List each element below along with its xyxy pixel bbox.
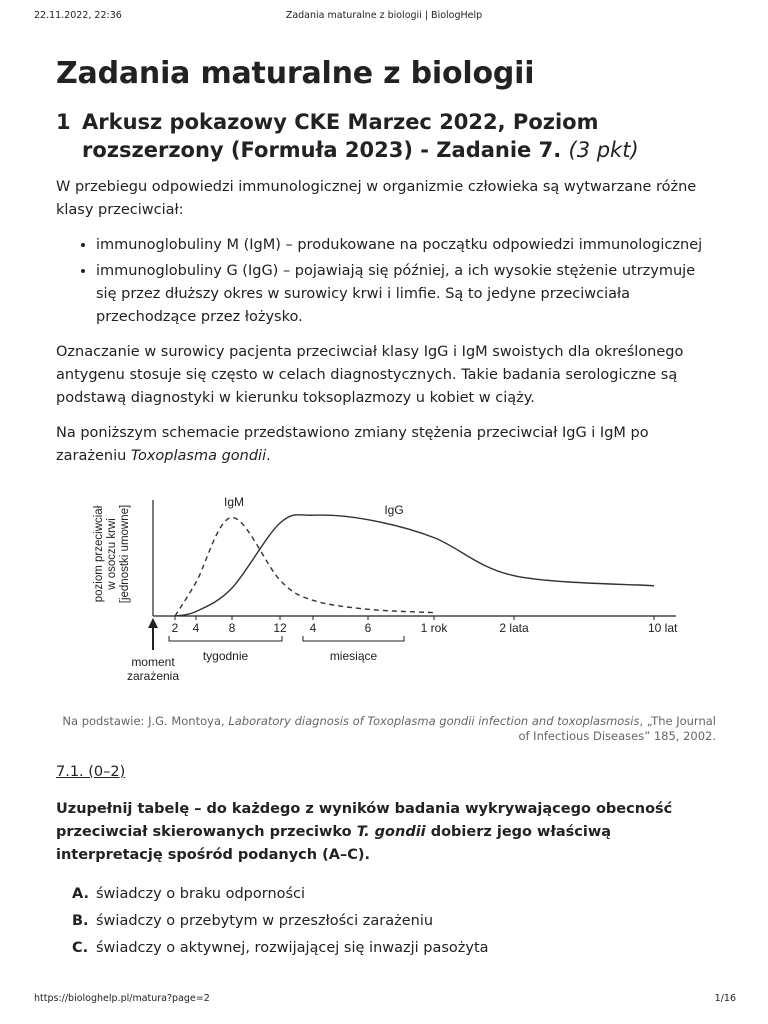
y-axis-label: [jednostki umowne] bbox=[119, 504, 131, 604]
caption-prefix: Na podstawie: J.G. Montoya, bbox=[62, 714, 229, 728]
y-axis-label: poziom przeciwciał bbox=[93, 505, 105, 603]
scheme-text: Na poniższym schemacie przedstawiono zmiany stężenia przeciwciał IgG i IgM po zarażeniu bbox=[56, 425, 649, 464]
print-page-number: 1/16 bbox=[714, 993, 736, 1004]
list-item: • immunoglobuliny G (IgG) – pojawiają się później, a ich wysokie stężenie utrzymuje się przez dłuższy okres w surowicy krwi i limfie. Są to jedyne przeciwciała przechodzące przez łożysko. bbox=[96, 260, 716, 329]
option-text: świadczy o przebytym w przeszłości zarażeniu bbox=[96, 913, 434, 929]
series-label-igg: IgG bbox=[384, 503, 404, 517]
x-tick-label: 2 bbox=[171, 621, 179, 635]
instruction-species: T. gondii bbox=[356, 824, 426, 840]
subtask-instruction bbox=[56, 798, 716, 867]
scheme-text-end: . bbox=[266, 448, 271, 464]
caption-title: Laboratory diagnosis of Toxoplasma gondii infection and toxoplasmosis bbox=[228, 714, 640, 728]
option-c bbox=[72, 935, 716, 962]
intro-paragraph: W przebiegu odpowiedzi immunologicznej w organizmie człowieka są wytwarzane różne klasy przeciwciał: bbox=[56, 179, 697, 218]
option-letter: A. bbox=[72, 886, 89, 902]
page-title: Zadania maturalne z biologii bbox=[56, 56, 535, 91]
instruction-text-end: dobierz jego właściwą interpretację spośród podanych (A–C). bbox=[56, 824, 611, 863]
task-title: Arkusz pokazowy CKE Marzec 2022, Poziom rozszerzony (Formuła 2023) - Zadanie 7. bbox=[82, 110, 599, 162]
diagnostics-paragraph: Oznaczanie w surowicy pacjenta przeciwciał klasy IgG i IgM swoistych dla określonego antygenu stosuje się często w celach diagnostycznych. Takie badania serologiczne są podstawą diagnostyki w kierunku toksoplazmozy u kobiet w ciąży. bbox=[56, 344, 684, 406]
caption-suffix: , „The Journal of Infectious Diseases” 185, 2002. bbox=[518, 714, 716, 743]
antibody-list bbox=[56, 234, 716, 329]
species-name: Toxoplasma gondii bbox=[130, 448, 267, 464]
print-date: 22.11.2022, 22:36 bbox=[34, 10, 122, 21]
answer-options bbox=[56, 881, 716, 962]
figure-caption bbox=[56, 714, 716, 744]
infection-label: moment bbox=[131, 655, 175, 669]
series-line-igm bbox=[175, 517, 434, 616]
article bbox=[56, 52, 716, 962]
group-label: miesiące bbox=[329, 649, 378, 663]
option-b bbox=[72, 908, 716, 935]
x-tick-label: 2 lata bbox=[499, 621, 529, 635]
task-points: (3 pkt) bbox=[568, 138, 639, 162]
group-label: tygodnie bbox=[202, 649, 249, 663]
option-letter: B. bbox=[72, 913, 89, 929]
infection-arrowhead bbox=[148, 618, 158, 628]
y-axis-label: w osoczu krwi bbox=[106, 518, 118, 590]
print-footer bbox=[0, 993, 768, 1007]
antibody-chart bbox=[56, 490, 716, 700]
group-bracket bbox=[169, 636, 282, 641]
x-tick-label: 12 bbox=[273, 621, 287, 635]
x-tick-label: 10 lat bbox=[648, 621, 678, 635]
x-tick-label: 4 bbox=[309, 621, 317, 635]
option-a bbox=[72, 881, 716, 908]
x-tick-label: 8 bbox=[228, 621, 236, 635]
x-tick-label: 1 rok bbox=[420, 621, 448, 635]
group-bracket bbox=[303, 636, 404, 641]
print-url: https://biologhelp.pl/matura?page=2 bbox=[34, 993, 210, 1004]
option-text: świadczy o braku odporności bbox=[96, 886, 306, 902]
task-heading bbox=[56, 108, 716, 164]
list-item: • immunoglobuliny M (IgM) – produkowane na początku odpowiedzi immunologicznej bbox=[96, 234, 716, 257]
scheme-paragraph bbox=[56, 422, 716, 468]
series-label-igm: IgM bbox=[223, 495, 245, 509]
print-header bbox=[0, 10, 768, 24]
option-letter: C. bbox=[72, 940, 89, 956]
antibody-chart-svg bbox=[56, 490, 716, 700]
infection-label: zarażenia bbox=[126, 669, 180, 683]
print-page-title: Zadania maturalne z biologii | BiologHelp bbox=[285, 10, 483, 21]
x-tick-label: 4 bbox=[192, 621, 200, 635]
x-tick-label: 6 bbox=[364, 621, 372, 635]
task-title-text bbox=[82, 108, 716, 164]
subtask-number[interactable]: 7.1. (0–2) bbox=[56, 764, 126, 780]
option-text: świadczy o aktywnej, rozwijającej się inwazji pasożyta bbox=[96, 940, 489, 956]
task-number: 1 bbox=[56, 110, 71, 134]
instruction-text: Uzupełnij tabelę – do każdego z wyników badania wykrywającego obecność przeciwciał skierowanych przeciwko bbox=[56, 801, 673, 840]
